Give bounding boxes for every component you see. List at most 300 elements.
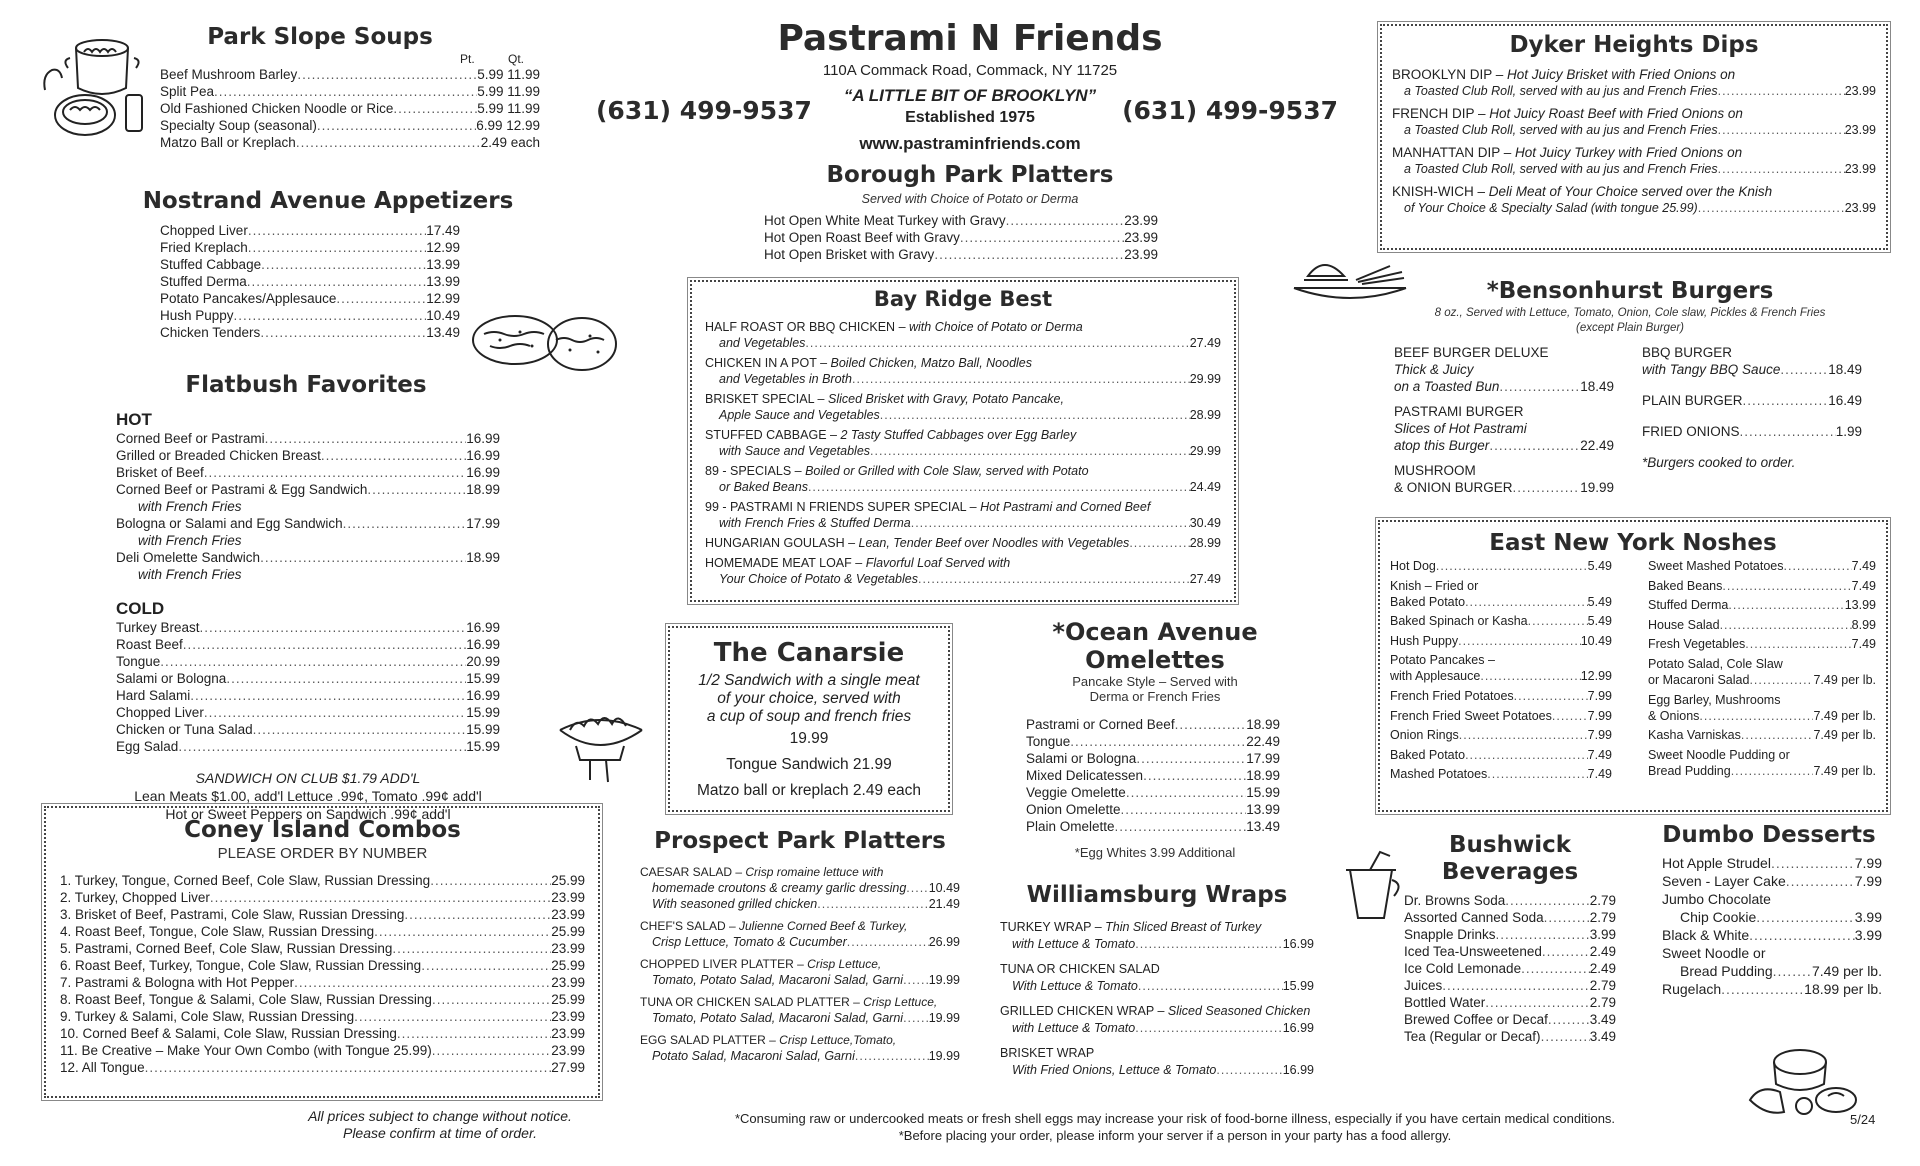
- leader-dots: [296, 134, 481, 151]
- item-price: 29.99: [1189, 372, 1221, 386]
- menu-item-row: [640, 880, 960, 896]
- item-price: 18.99: [466, 482, 500, 497]
- menu-item-row: [1000, 1020, 1314, 1036]
- menu-item: [640, 1032, 960, 1064]
- item-price: 6.99 12.99: [476, 118, 540, 133]
- leader-dots: [183, 636, 466, 653]
- item-price: 10.49: [1580, 633, 1612, 648]
- desserts-illustration: [1740, 1040, 1860, 1120]
- item-separator: –: [1153, 1004, 1168, 1018]
- item-price: 16.99: [466, 448, 500, 463]
- leader-dots: [190, 687, 466, 704]
- item-name: 5. Pastrami, Corned Beef, Cole Slaw, Russian Dressing: [60, 941, 393, 956]
- item-name: GRILLED CHICKEN WRAP: [1000, 1004, 1154, 1018]
- burger-name: MUSHROOM: [1394, 463, 1476, 478]
- item-separator: –: [826, 428, 841, 442]
- leader-dots: [343, 515, 467, 532]
- item-separator: –: [851, 556, 866, 570]
- item-price: 16.99: [466, 620, 500, 635]
- item-name: Hot Open White Meat Turkey with Gravy: [764, 213, 1006, 228]
- item-price: 3.49: [1589, 1012, 1616, 1027]
- item-description: Thin Sliced Breast of Turkey: [1105, 920, 1262, 934]
- menu-item-row: [60, 1042, 585, 1059]
- menu-item-row: [116, 704, 500, 721]
- item-price: 20.99: [466, 654, 500, 669]
- item-price: 26.99: [928, 935, 960, 949]
- health-disclaimer: [640, 1110, 1710, 1144]
- menu-item-row: [1662, 854, 1882, 872]
- item-name: or Macaroni Salad: [1648, 672, 1750, 687]
- leader-dots: [392, 940, 551, 957]
- burger-description: Slices of Hot Pastrami: [1394, 421, 1527, 436]
- leader-dots: [1496, 926, 1590, 943]
- item-price: 25.99: [551, 924, 585, 939]
- item-name: Stuffed Derma: [1648, 598, 1729, 613]
- item-price: 7.99: [1587, 688, 1612, 703]
- item-price: 23.99: [1124, 213, 1158, 228]
- item-name: French Fried Sweet Potatoes: [1390, 708, 1552, 723]
- menu-item-row: [116, 670, 500, 687]
- menu-item-row: [764, 246, 1158, 263]
- appetizers-section: [118, 186, 518, 341]
- item-price: 18.49: [1580, 379, 1614, 394]
- item-price: 23.99: [1124, 230, 1158, 245]
- item-note: with French Fries: [138, 499, 242, 514]
- item-continuation: Your Choice of Potato & Vegetables: [719, 572, 918, 586]
- price-disclaimer: [240, 1108, 640, 1142]
- leader-dots: [178, 738, 466, 755]
- leader-dots: [1784, 558, 1852, 574]
- item-description: Hot Juicy Roast Beef with Fried Onions on: [1489, 106, 1743, 121]
- menu-item-row: [60, 957, 585, 974]
- item-price: 3.99: [1854, 909, 1882, 925]
- item-price: 2.79: [1589, 910, 1616, 925]
- item-price: 7.49 per lb.: [1813, 708, 1876, 723]
- menu-item: [1648, 617, 1876, 633]
- item-name: Chip Cookie: [1680, 909, 1757, 925]
- leader-dots: [1528, 613, 1588, 629]
- menu-item-row: [1390, 688, 1612, 704]
- item-price: 5.49: [1587, 614, 1612, 629]
- menu-item-row: [1026, 767, 1280, 784]
- item-price: 7.99: [1587, 708, 1612, 723]
- item-separator: –: [814, 392, 828, 406]
- item-name: Seven - Layer Cake: [1662, 873, 1786, 889]
- item-separator: –: [1473, 184, 1489, 199]
- item-note: with French Fries: [138, 567, 242, 582]
- item-separator: –: [849, 995, 864, 1009]
- menu-item-row: [160, 239, 460, 256]
- item-description: Sliced Seasoned Chicken: [1167, 1004, 1311, 1018]
- leader-dots: [1698, 200, 1845, 216]
- leader-dots: [817, 896, 928, 912]
- item-name: Chopped Liver: [160, 223, 248, 238]
- leader-dots: [1126, 784, 1246, 801]
- item-price: 2.79: [1589, 995, 1616, 1010]
- menu-item: [1000, 1002, 1314, 1036]
- menu-item-row: [640, 972, 960, 988]
- leader-dots: [1718, 122, 1845, 138]
- item-prefix: Knish – Fried or: [1390, 578, 1479, 593]
- item-separator: –: [1500, 145, 1516, 160]
- item-name: Dr. Browns Soda: [1404, 893, 1506, 908]
- menu-item: [1662, 854, 1882, 872]
- leader-dots: [855, 1048, 929, 1064]
- item-price: 23.99: [551, 890, 585, 905]
- menu-item: [1390, 766, 1612, 782]
- item-name: 3. Brisket of Beef, Pastrami, Cole Slaw, Russian Dressing: [60, 907, 405, 922]
- item-name: House Salad: [1648, 617, 1720, 632]
- menu-item-row: [1404, 960, 1616, 977]
- potato-pancakes-illustration: [470, 300, 620, 380]
- menu-item-row: [160, 324, 460, 341]
- item-continuation: With Fried Onions, Lettuce & Tomato: [1012, 1063, 1217, 1077]
- item-price: 17.99: [466, 516, 500, 531]
- leader-dots: [880, 407, 1190, 423]
- item-note: with French Fries: [138, 533, 242, 548]
- leader-dots: [1505, 892, 1589, 909]
- menu-item: [1392, 144, 1876, 177]
- menu-item: [1662, 944, 1882, 980]
- burgers-title: *Bensonhurst Burgers: [1486, 278, 1774, 304]
- pint-header: Pt.: [460, 52, 475, 66]
- item-name: Brisket of Beef: [116, 465, 204, 480]
- burgers-subtitle-1: 8 oz., Served with Lettuce, Tomato, Onion, Cole slaw, Pickles & French Fries: [1434, 307, 1826, 319]
- menu-item-row: [1404, 926, 1616, 943]
- burger-detail: on a Toasted Bun: [1394, 379, 1500, 394]
- burgers-section: [1380, 276, 1880, 504]
- restaurant-address: 110A Commack Road, Commack, NY 11725: [822, 62, 1118, 79]
- club-note: SANDWICH ON CLUB $1.79 ADD'L: [195, 770, 421, 786]
- menu-item-row: [160, 83, 540, 100]
- burgers-left-column: [1394, 344, 1614, 504]
- item-name: Kasha Varniskas: [1648, 728, 1741, 743]
- item-name: Roast Beef: [116, 637, 183, 652]
- cold-label: COLD: [116, 599, 165, 618]
- item-name: BRISKET WRAP: [1000, 1046, 1095, 1060]
- leader-dots: [903, 1010, 929, 1026]
- item-prefix: Sweet Noodle Pudding or: [1648, 747, 1790, 762]
- item-name: Sweet Mashed Potatoes: [1648, 559, 1784, 573]
- tongue-sandwich-price: Tongue Sandwich 21.99: [726, 756, 892, 773]
- menu-item-row: [60, 1025, 585, 1042]
- menu-item: [705, 555, 1221, 587]
- item-name: Potato Pancakes/Applesauce: [160, 291, 337, 306]
- item-name: Assorted Canned Soda: [1404, 910, 1544, 925]
- item-continuation: homemade croutons & creamy garlic dressing: [652, 881, 907, 895]
- menu-item: [1662, 926, 1882, 944]
- menu-item-row: [1390, 633, 1612, 649]
- menu-item-row: [1392, 161, 1876, 177]
- leader-dots: [903, 972, 929, 988]
- menu-item-row: [60, 872, 585, 889]
- matzo-price: Matzo ball or kreplach 2.49 each: [696, 782, 922, 799]
- canarsie-price: 19.99: [789, 730, 829, 747]
- burger-item: [1642, 423, 1862, 440]
- item-name: French Fried Potatoes: [1390, 688, 1514, 703]
- item-price: 13.49: [1246, 819, 1280, 834]
- item-name: Fresh Vegetables: [1648, 637, 1746, 652]
- menu-item-row: [1390, 747, 1612, 763]
- item-separator: –: [895, 320, 909, 334]
- item-price: 13.99: [1246, 802, 1280, 817]
- leader-dots: [934, 246, 1124, 263]
- canarsie-line-2: of your choice, served with: [717, 690, 901, 707]
- item-price: 18.49: [1828, 362, 1862, 377]
- menu-item-row: [160, 100, 540, 117]
- leader-dots: [1780, 361, 1828, 378]
- item-name: Turkey Breast: [116, 620, 200, 635]
- item-price: 23.99: [551, 1043, 585, 1058]
- leader-dots: [1513, 479, 1581, 496]
- bay-ridge-list: [705, 319, 1221, 587]
- item-price: 16.99: [1282, 1063, 1314, 1077]
- item-price: 15.99: [466, 739, 500, 754]
- item-continuation: With Lettuce & Tomato: [1012, 979, 1138, 993]
- item-price: 19.99: [928, 973, 960, 987]
- menu-item-row: [1648, 597, 1876, 613]
- item-price: 24.49: [1189, 480, 1221, 494]
- item-separator: –: [791, 464, 806, 478]
- item-name: Bottled Water: [1404, 995, 1486, 1010]
- menu-item-row: [60, 940, 585, 957]
- drink-cup-illustration: [1336, 850, 1406, 926]
- item-price: 27.99: [551, 1060, 585, 1075]
- menu-item: [640, 956, 960, 988]
- menu-item-row: [1404, 977, 1616, 994]
- leader-dots: [1544, 909, 1590, 926]
- item-price: 10.49: [426, 308, 460, 323]
- leader-dots: [367, 481, 466, 498]
- item-price: 28.99: [1189, 536, 1221, 550]
- leader-dots: [234, 307, 427, 324]
- menu-item: [640, 994, 960, 1026]
- leader-dots: [248, 239, 426, 256]
- leader-dots: [1465, 594, 1588, 610]
- canarsie-line-1: 1/2 Sandwich with a single meat: [698, 672, 920, 689]
- menu-item: [1648, 727, 1876, 743]
- item-description: Boiled or Grilled with Cole Slaw, served with Potato: [805, 464, 1089, 478]
- appetizers-list: [160, 222, 460, 341]
- item-price: 8.99: [1851, 617, 1876, 632]
- burgers-note: *Burgers cooked to order.: [1642, 455, 1796, 470]
- noshes-right-column: [1648, 558, 1876, 786]
- menu-item: [1390, 558, 1612, 574]
- menu-item-row: [160, 66, 540, 83]
- item-name: Egg Salad: [116, 739, 179, 754]
- noshes-section: [1390, 528, 1876, 786]
- item-name: 6. Roast Beef, Turkey, Tongue, Cole Slaw, Russian Dressing: [60, 958, 422, 973]
- flatbush-title: Flatbush Favorites: [185, 372, 427, 398]
- item-price: 7.99: [1854, 855, 1882, 871]
- leader-dots: [1720, 617, 1852, 633]
- burger-item: [1394, 403, 1614, 454]
- menu-item-row: [116, 447, 500, 464]
- menu-item-row: [1394, 378, 1614, 395]
- menu-item-row: [160, 117, 540, 134]
- item-price: 17.99: [1246, 751, 1280, 766]
- menu-item-row: [764, 229, 1158, 246]
- burger-detail: FRIED ONIONS: [1642, 424, 1740, 439]
- item-name: CHOPPED LIVER PLATTER: [640, 957, 794, 971]
- item-name: Stuffed Derma: [160, 274, 247, 289]
- item-prefix: Jumbo Chocolate: [1662, 891, 1771, 907]
- leader-dots: [847, 934, 929, 950]
- leader-dots: [960, 229, 1124, 246]
- item-name: HALF ROAST OR BBQ CHICKEN: [705, 320, 896, 334]
- soups-list: [160, 66, 540, 151]
- coney-combos-list: [60, 872, 585, 1076]
- menu-item: [1648, 636, 1876, 652]
- item-price: 13.99: [1844, 598, 1876, 613]
- leader-dots: [265, 430, 467, 447]
- item-name: Deli Omelette Sandwich: [116, 550, 261, 565]
- menu-item-row: [1648, 763, 1876, 779]
- item-price: 23.99: [551, 1009, 585, 1024]
- item-continuation: Crisp Lettuce, Tomato & Cucumber: [652, 935, 847, 949]
- item-continuation: With seasoned grilled chicken: [652, 897, 818, 911]
- menu-item: [1648, 656, 1876, 688]
- menu-item: [640, 918, 960, 950]
- menu-item: [1648, 747, 1876, 779]
- leader-dots: [200, 619, 467, 636]
- item-price: 10.49: [928, 881, 960, 895]
- menu-item-row: [116, 619, 500, 636]
- leader-dots: [1489, 437, 1580, 454]
- leader-dots: [247, 273, 426, 290]
- burger-item: [1394, 344, 1614, 395]
- noshes-left-column: [1390, 558, 1612, 786]
- item-price: 23.99: [1844, 84, 1876, 98]
- item-price: 13.99: [426, 274, 460, 289]
- item-name: Baked Beans: [1648, 578, 1723, 593]
- burger-description: Thick & Juicy: [1394, 362, 1474, 377]
- menu-item-row: [116, 653, 500, 670]
- item-price: 16.99: [466, 637, 500, 652]
- item-price: 23.99: [1844, 162, 1876, 176]
- leader-dots: [1749, 926, 1855, 944]
- menu-item: [705, 355, 1221, 387]
- item-price: 19.99: [928, 1011, 960, 1025]
- menu-item-row: [160, 290, 460, 307]
- menu-item-row: [1026, 733, 1280, 750]
- item-name: Chopped Liver: [116, 705, 204, 720]
- item-name: Bologna or Salami and Egg Sandwich: [116, 516, 343, 531]
- item-name: CAESAR SALAD: [640, 865, 733, 879]
- leader-dots: [1740, 423, 1836, 440]
- item-price: 7.49: [1851, 637, 1876, 652]
- item-price: 15.99: [466, 705, 500, 720]
- menu-item: [1390, 633, 1612, 649]
- item-continuation: Apple Sauce and Vegetables: [719, 408, 880, 422]
- item-prefix: Egg Barley, Mushrooms: [1648, 692, 1781, 707]
- item-separator: –: [966, 500, 981, 514]
- item-continuation: or Baked Beans: [719, 480, 808, 494]
- menu-item-row: [1390, 727, 1612, 743]
- item-description: Hot Pastrami and Corned Beef: [980, 500, 1151, 514]
- menu-item-row: [116, 549, 500, 566]
- item-price: 12.99: [426, 240, 460, 255]
- burger-name: BBQ BURGER: [1642, 345, 1733, 360]
- egg-whites-note: *Egg Whites 3.99 Additional: [1074, 845, 1236, 860]
- wraps-list: [1000, 918, 1314, 1078]
- item-price: 7.49: [1587, 767, 1612, 782]
- burger-detail: with Tangy BBQ Sauce: [1642, 362, 1781, 377]
- menu-item-row: [60, 923, 585, 940]
- desserts-section: [1656, 820, 1882, 998]
- menu-item-row: [1000, 978, 1314, 994]
- menu-item: [1648, 597, 1876, 613]
- item-price: 21.49: [928, 897, 960, 911]
- leader-dots: [1771, 854, 1855, 872]
- menu-item-row: [1648, 617, 1876, 633]
- item-price: 5.49: [1587, 559, 1612, 573]
- item-price: 13.99: [426, 257, 460, 272]
- leader-dots: [1773, 962, 1812, 980]
- item-price: 28.99: [1189, 408, 1221, 422]
- item-name: Chicken Tenders: [160, 325, 261, 340]
- item-name: Split Pea: [160, 84, 215, 99]
- menu-item-row: [1390, 766, 1612, 782]
- menu-item-row: [116, 430, 500, 447]
- item-name: Baked Potato: [1390, 747, 1466, 762]
- menu-item-row: [1404, 943, 1616, 960]
- item-name: HOMEMADE MEAT LOAF: [705, 556, 852, 570]
- leader-dots: [1542, 943, 1590, 960]
- item-name: Onion Omelette: [1026, 802, 1121, 817]
- menu-item-row: [1026, 716, 1280, 733]
- desserts-list: [1662, 854, 1882, 998]
- burgers-right-list: [1642, 344, 1862, 440]
- omelettes-title-1: *Ocean Avenue: [1052, 618, 1258, 646]
- menu-item-row: [705, 479, 1221, 495]
- leader-dots: [1487, 766, 1587, 782]
- item-name: 4. Roast Beef, Tongue, Cole Slaw, Russian Dressing: [60, 924, 375, 939]
- menu-item-row: [1392, 200, 1876, 216]
- leader-dots: [1135, 1020, 1283, 1036]
- wraps-section: [1000, 880, 1314, 1086]
- item-name: 2. Turkey, Chopped Liver: [60, 890, 210, 905]
- item-price: 2.79: [1589, 893, 1616, 908]
- menu-item-row: [1648, 727, 1876, 743]
- item-name: Grilled or Breaded Chicken Breast: [116, 448, 321, 463]
- item-name: Baked Spinach or Kasha: [1390, 614, 1528, 629]
- item-price: 2.79: [1589, 978, 1616, 993]
- established: Established 1975: [905, 109, 1035, 126]
- menu-item-row: [640, 1010, 960, 1026]
- menu-item-row: [60, 906, 585, 923]
- item-price: 7.49: [1851, 559, 1876, 573]
- item-price: 15.99: [466, 722, 500, 737]
- menu-item-row: [705, 535, 1221, 551]
- item-price: 18.99: [1246, 717, 1280, 732]
- item-price: 7.49: [1851, 578, 1876, 593]
- item-price: 17.49: [426, 223, 460, 238]
- item-name: Corned Beef or Pastrami & Egg Sandwich: [116, 482, 368, 497]
- menu-item-row: [1394, 437, 1614, 454]
- item-name: Snapple Drinks: [1404, 927, 1496, 942]
- item-name: BROOKLYN DIP: [1392, 67, 1493, 82]
- item-name: Bread Pudding: [1648, 763, 1731, 778]
- leader-dots: [911, 515, 1190, 531]
- menu-item: [705, 499, 1221, 531]
- menu-item-row: [1390, 708, 1612, 724]
- leader-dots: [321, 447, 466, 464]
- menu-item-row: [1404, 892, 1616, 909]
- menu-item: [1648, 692, 1876, 724]
- leader-dots: [870, 443, 1190, 459]
- item-price: 7.99: [1587, 728, 1612, 743]
